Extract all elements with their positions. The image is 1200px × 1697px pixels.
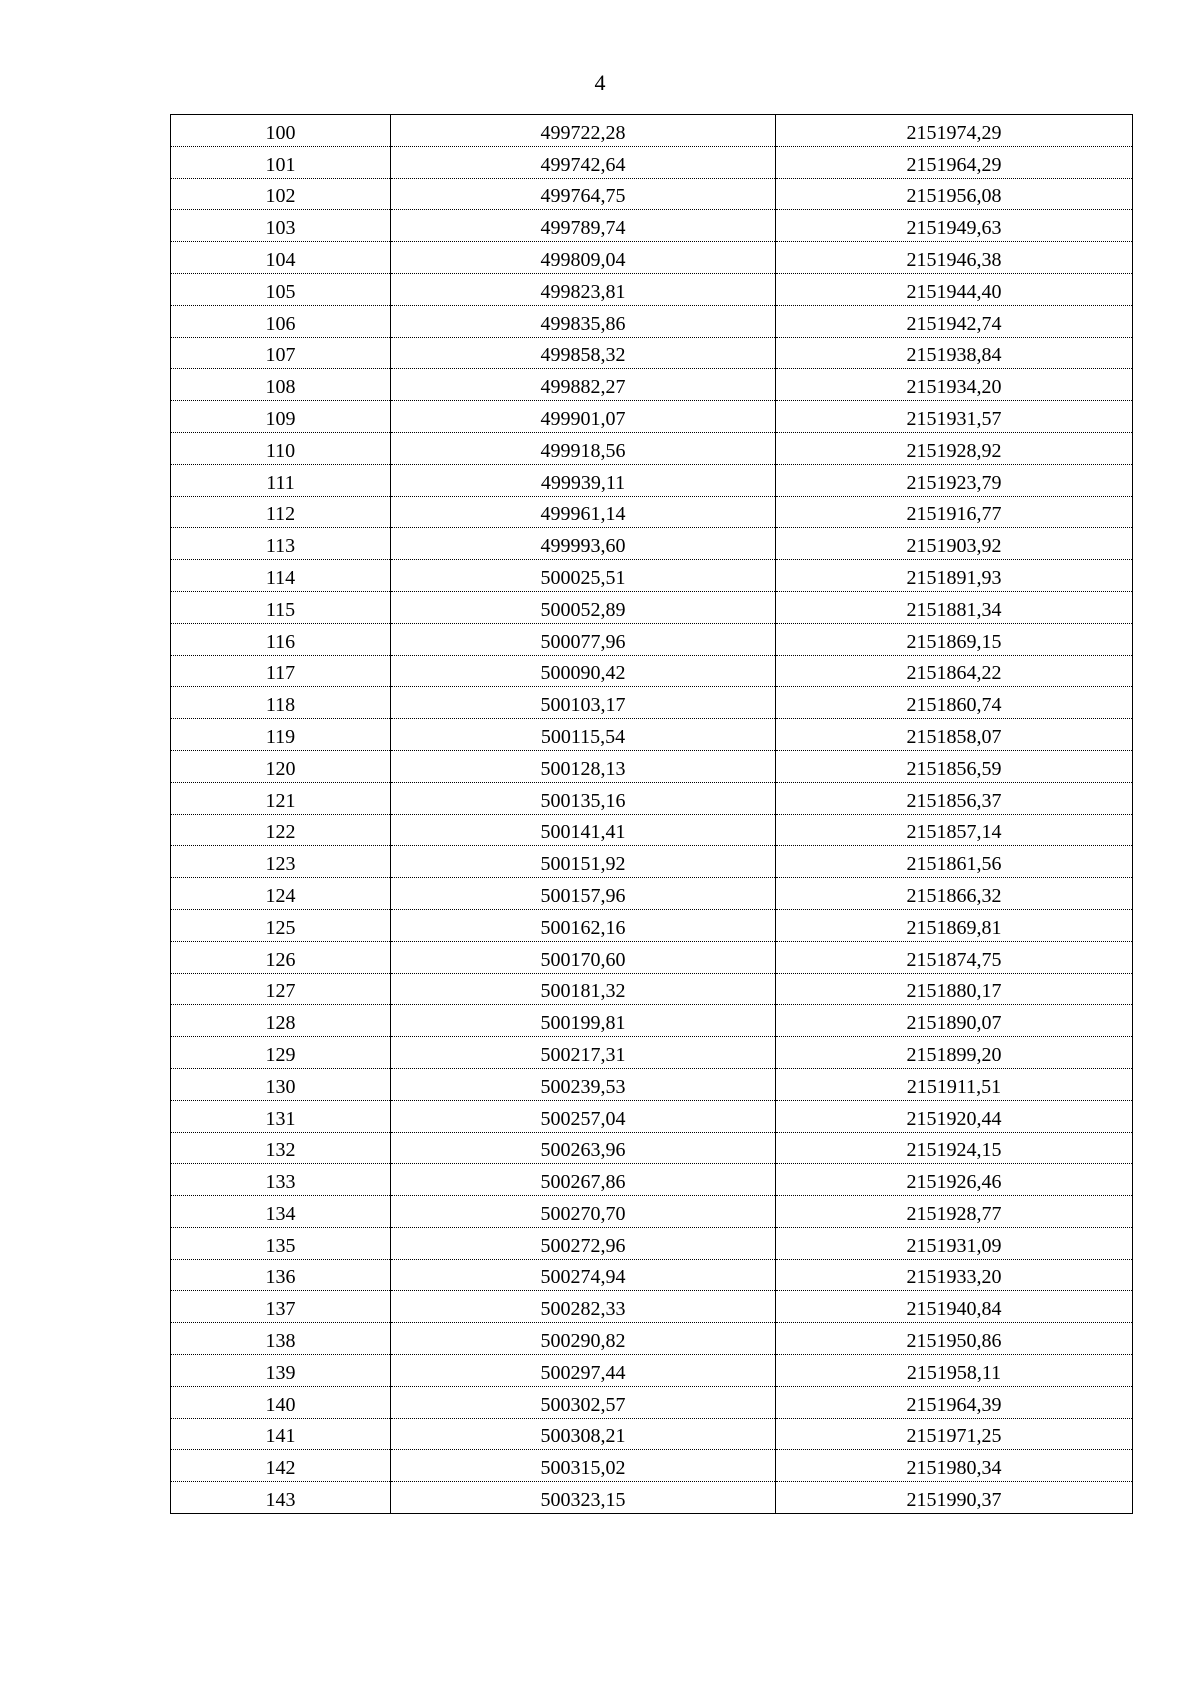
table-row [171, 1227, 1133, 1259]
y-coordinate-cell: 2151864,22 [776, 655, 1133, 687]
x-coordinate-cell: 500090,42 [391, 655, 776, 687]
point-number-cell: 116 [171, 623, 391, 655]
table-row [171, 560, 1133, 592]
table-row [171, 1323, 1133, 1355]
point-number-cell: 125 [171, 909, 391, 941]
y-coordinate-cell: 2151928,92 [776, 432, 1133, 464]
x-coordinate-cell: 500302,57 [391, 1386, 776, 1418]
x-coordinate-cell: 500272,96 [391, 1227, 776, 1259]
point-number-cell: 140 [171, 1386, 391, 1418]
y-coordinate-cell: 2151861,56 [776, 846, 1133, 878]
x-coordinate-cell: 500181,32 [391, 973, 776, 1005]
y-coordinate-cell: 2151971,25 [776, 1418, 1133, 1450]
y-coordinate-cell: 2151869,15 [776, 623, 1133, 655]
point-number-cell: 110 [171, 432, 391, 464]
point-number-cell: 105 [171, 273, 391, 305]
table-row [171, 115, 1133, 147]
x-coordinate-cell: 499858,32 [391, 337, 776, 369]
y-coordinate-cell: 2151956,08 [776, 178, 1133, 210]
point-number-cell: 112 [171, 496, 391, 528]
table-row [171, 401, 1133, 433]
point-number-cell: 133 [171, 1164, 391, 1196]
point-number-cell: 120 [171, 750, 391, 782]
x-coordinate-cell: 500257,04 [391, 1100, 776, 1132]
y-coordinate-cell: 2151899,20 [776, 1037, 1133, 1069]
point-number-cell: 104 [171, 242, 391, 274]
x-coordinate-cell: 499835,86 [391, 305, 776, 337]
point-number-cell: 100 [171, 115, 391, 147]
x-coordinate-cell: 500199,81 [391, 1005, 776, 1037]
table-row [171, 210, 1133, 242]
point-number-cell: 136 [171, 1259, 391, 1291]
point-number-cell: 131 [171, 1100, 391, 1132]
y-coordinate-cell: 2151920,44 [776, 1100, 1133, 1132]
table-row [171, 750, 1133, 782]
page-number: 4 [594, 70, 606, 95]
table-row [171, 909, 1133, 941]
point-number-cell: 137 [171, 1291, 391, 1323]
table-row [171, 687, 1133, 719]
x-coordinate-cell: 500290,82 [391, 1323, 776, 1355]
table-row [171, 1450, 1133, 1482]
y-coordinate-cell: 2151964,39 [776, 1386, 1133, 1418]
table-row [171, 1037, 1133, 1069]
x-coordinate-cell: 500282,33 [391, 1291, 776, 1323]
point-number-cell: 127 [171, 973, 391, 1005]
y-coordinate-cell: 2151942,74 [776, 305, 1133, 337]
point-number-cell: 132 [171, 1132, 391, 1164]
table-row [171, 273, 1133, 305]
point-number-cell: 101 [171, 146, 391, 178]
y-coordinate-cell: 2151880,17 [776, 973, 1133, 1005]
y-coordinate-cell: 2151857,14 [776, 814, 1133, 846]
point-number-cell: 126 [171, 941, 391, 973]
y-coordinate-cell: 2151946,38 [776, 242, 1133, 274]
x-coordinate-cell: 499918,56 [391, 432, 776, 464]
table-row [171, 782, 1133, 814]
table-row [171, 305, 1133, 337]
table-row [171, 1291, 1133, 1323]
y-coordinate-cell: 2151958,11 [776, 1355, 1133, 1387]
y-coordinate-cell: 2151928,77 [776, 1196, 1133, 1228]
point-number-cell: 118 [171, 687, 391, 719]
table-row [171, 528, 1133, 560]
table-row [171, 1355, 1133, 1387]
x-coordinate-cell: 500103,17 [391, 687, 776, 719]
point-number-cell: 108 [171, 369, 391, 401]
y-coordinate-cell: 2151903,92 [776, 528, 1133, 560]
table-row [171, 846, 1133, 878]
table-row [171, 1259, 1133, 1291]
point-number-cell: 102 [171, 178, 391, 210]
point-number-cell: 134 [171, 1196, 391, 1228]
x-coordinate-cell: 499993,60 [391, 528, 776, 560]
y-coordinate-cell: 2151856,59 [776, 750, 1133, 782]
table-row [171, 146, 1133, 178]
y-coordinate-cell: 2151869,81 [776, 909, 1133, 941]
y-coordinate-cell: 2151949,63 [776, 210, 1133, 242]
x-coordinate-cell: 499823,81 [391, 273, 776, 305]
table-row [171, 814, 1133, 846]
y-coordinate-cell: 2151931,57 [776, 401, 1133, 433]
table-row [171, 973, 1133, 1005]
x-coordinate-cell: 499764,75 [391, 178, 776, 210]
table-row [171, 337, 1133, 369]
table-row [171, 1196, 1133, 1228]
x-coordinate-cell: 500162,16 [391, 909, 776, 941]
x-coordinate-cell: 500077,96 [391, 623, 776, 655]
x-coordinate-cell: 499809,04 [391, 242, 776, 274]
y-coordinate-cell: 2151856,37 [776, 782, 1133, 814]
table-row [171, 178, 1133, 210]
table-row [171, 1068, 1133, 1100]
x-coordinate-cell: 500297,44 [391, 1355, 776, 1387]
point-number-cell: 103 [171, 210, 391, 242]
y-coordinate-cell: 2151940,84 [776, 1291, 1133, 1323]
y-coordinate-cell: 2151916,77 [776, 496, 1133, 528]
table-row [171, 591, 1133, 623]
x-coordinate-cell: 499789,74 [391, 210, 776, 242]
point-number-cell: 128 [171, 1005, 391, 1037]
point-number-cell: 106 [171, 305, 391, 337]
table-row [171, 941, 1133, 973]
y-coordinate-cell: 2151891,93 [776, 560, 1133, 592]
point-number-cell: 123 [171, 846, 391, 878]
x-coordinate-cell: 500135,16 [391, 782, 776, 814]
y-coordinate-cell: 2151924,15 [776, 1132, 1133, 1164]
point-number-cell: 117 [171, 655, 391, 687]
point-number-cell: 138 [171, 1323, 391, 1355]
x-coordinate-cell: 500315,02 [391, 1450, 776, 1482]
table-row [171, 1386, 1133, 1418]
y-coordinate-cell: 2151881,34 [776, 591, 1133, 623]
x-coordinate-cell: 499882,27 [391, 369, 776, 401]
x-coordinate-cell: 499961,14 [391, 496, 776, 528]
x-coordinate-cell: 500151,92 [391, 846, 776, 878]
table-row [171, 1132, 1133, 1164]
y-coordinate-cell: 2151974,29 [776, 115, 1133, 147]
x-coordinate-cell: 499742,64 [391, 146, 776, 178]
point-number-cell: 129 [171, 1037, 391, 1069]
y-coordinate-cell: 2151866,32 [776, 878, 1133, 910]
x-coordinate-cell: 499901,07 [391, 401, 776, 433]
table-row [171, 242, 1133, 274]
table-row [171, 432, 1133, 464]
y-coordinate-cell: 2151860,74 [776, 687, 1133, 719]
y-coordinate-cell: 2151923,79 [776, 464, 1133, 496]
x-coordinate-cell: 500115,54 [391, 719, 776, 751]
y-coordinate-cell: 2151934,20 [776, 369, 1133, 401]
point-number-cell: 130 [171, 1068, 391, 1100]
y-coordinate-cell: 2151931,09 [776, 1227, 1133, 1259]
table-row [171, 719, 1133, 751]
x-coordinate-cell: 500274,94 [391, 1259, 776, 1291]
point-number-cell: 135 [171, 1227, 391, 1259]
x-coordinate-cell: 499939,11 [391, 464, 776, 496]
coordinates-table [170, 114, 1133, 1514]
y-coordinate-cell: 2151990,37 [776, 1482, 1133, 1514]
table-row [171, 464, 1133, 496]
point-number-cell: 114 [171, 560, 391, 592]
table-row [171, 1164, 1133, 1196]
y-coordinate-cell: 2151944,40 [776, 273, 1133, 305]
point-number-cell: 107 [171, 337, 391, 369]
point-number-cell: 111 [171, 464, 391, 496]
table-row [171, 1482, 1133, 1514]
y-coordinate-cell: 2151950,86 [776, 1323, 1133, 1355]
point-number-cell: 142 [171, 1450, 391, 1482]
y-coordinate-cell: 2151980,34 [776, 1450, 1133, 1482]
x-coordinate-cell: 500141,41 [391, 814, 776, 846]
x-coordinate-cell: 500052,89 [391, 591, 776, 623]
y-coordinate-cell: 2151874,75 [776, 941, 1133, 973]
point-number-cell: 109 [171, 401, 391, 433]
x-coordinate-cell: 500239,53 [391, 1068, 776, 1100]
point-number-cell: 115 [171, 591, 391, 623]
table-row [171, 1418, 1133, 1450]
y-coordinate-cell: 2151964,29 [776, 146, 1133, 178]
point-number-cell: 122 [171, 814, 391, 846]
table-row [171, 1005, 1133, 1037]
table-row [171, 496, 1133, 528]
table-row [171, 623, 1133, 655]
x-coordinate-cell: 500128,13 [391, 750, 776, 782]
coordinates-table-body [171, 115, 1133, 1514]
y-coordinate-cell: 2151911,51 [776, 1068, 1133, 1100]
y-coordinate-cell: 2151926,46 [776, 1164, 1133, 1196]
point-number-cell: 124 [171, 878, 391, 910]
x-coordinate-cell: 500025,51 [391, 560, 776, 592]
point-number-cell: 119 [171, 719, 391, 751]
x-coordinate-cell: 500263,96 [391, 1132, 776, 1164]
point-number-cell: 113 [171, 528, 391, 560]
table-row [171, 1100, 1133, 1132]
table-row [171, 369, 1133, 401]
x-coordinate-cell: 500170,60 [391, 941, 776, 973]
x-coordinate-cell: 500308,21 [391, 1418, 776, 1450]
x-coordinate-cell: 500157,96 [391, 878, 776, 910]
x-coordinate-cell: 499722,28 [391, 115, 776, 147]
x-coordinate-cell: 500323,15 [391, 1482, 776, 1514]
y-coordinate-cell: 2151933,20 [776, 1259, 1133, 1291]
table-row [171, 655, 1133, 687]
y-coordinate-cell: 2151938,84 [776, 337, 1133, 369]
x-coordinate-cell: 500217,31 [391, 1037, 776, 1069]
point-number-cell: 139 [171, 1355, 391, 1387]
point-number-cell: 141 [171, 1418, 391, 1450]
point-number-cell: 121 [171, 782, 391, 814]
x-coordinate-cell: 500267,86 [391, 1164, 776, 1196]
point-number-cell: 143 [171, 1482, 391, 1514]
table-row [171, 878, 1133, 910]
x-coordinate-cell: 500270,70 [391, 1196, 776, 1228]
y-coordinate-cell: 2151858,07 [776, 719, 1133, 751]
y-coordinate-cell: 2151890,07 [776, 1005, 1133, 1037]
